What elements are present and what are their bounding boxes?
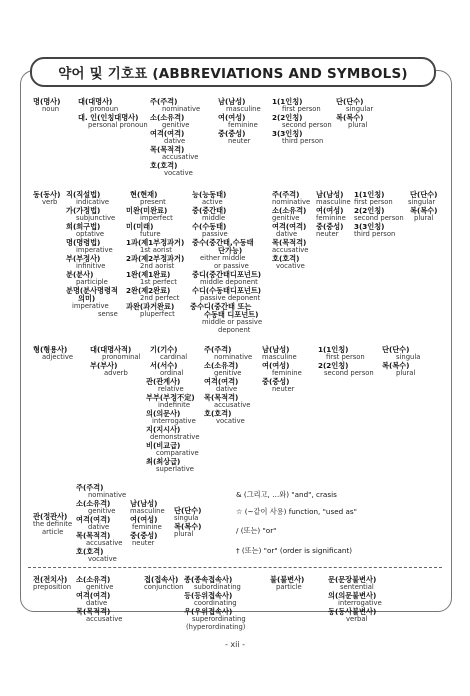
conj-subord-ko: 종(종속접속사) <box>184 575 233 584</box>
adj-label-ko: 형(형용사) <box>33 345 68 354</box>
verb-voice-mpdep-ko: 중수디(중간태 또는 <box>190 302 252 311</box>
page-number: - xii - <box>224 640 246 649</box>
verb-tense-impf-ko: 미완(미완료) <box>126 206 168 215</box>
adj-demonstrative-ko: 지(지시사) <box>146 425 181 434</box>
verb-mood-ptc-ko: 분(분사) <box>66 270 94 279</box>
verb-case-nom-ko: 주(주격) <box>272 190 300 199</box>
adj-cardinal-ko: 기(기수) <box>150 345 178 354</box>
verb-tense-pres-ko: 현(현재) <box>130 190 158 199</box>
verb-tense-1pf-en: 1st perfect <box>140 278 177 286</box>
noun-number-sg-en: singular <box>346 105 374 113</box>
verb-person-2-ko: 2(2인칭) <box>354 206 385 215</box>
verb-mood-ptc-en: participle <box>76 278 108 286</box>
prep-label-ko: 전(전치사) <box>33 575 68 584</box>
verb-tense-2pf-en: 2nd perfect <box>140 294 180 302</box>
verb-voice-mpdep-en: middle or passive <box>202 318 263 326</box>
verb-mood-ptcimp-ko: 분명(분사명령적 <box>66 286 118 295</box>
adj-demonstrative-en: demonstrative <box>150 433 200 441</box>
adj-indefinite-ko: 부부(부정不定) <box>146 393 195 402</box>
verb-tense-2aor-ko: 2과(제2부정과거) <box>126 254 185 263</box>
adj-case-voc-en: vocative <box>216 417 245 425</box>
conj-label-en: conjunction <box>144 583 184 591</box>
verb-case-dat-ko: 여격(여격) <box>272 222 307 231</box>
noun-person-2-ko: 2(2인칭) <box>272 113 303 122</box>
verb-person-1-en: first person <box>354 198 393 206</box>
noun-case-dat-ko: 여격(여격) <box>150 129 185 138</box>
particle-verbal-ko: 동(동사불변사) <box>328 607 377 616</box>
adj-comparative-ko: 비(비교급) <box>146 441 181 450</box>
adj-person-1-ko: 1(1인칭) <box>318 345 349 354</box>
verb-gender-n-en: neuter <box>316 230 339 238</box>
verb-case-acc-en: accusative <box>272 246 309 254</box>
verb-tense-pres-en: present <box>140 198 166 206</box>
noun-gender-n-en: neuter <box>228 137 251 145</box>
verb-voice-act-en: active <box>202 198 223 206</box>
conj-superord-en: superordinating <box>192 615 246 623</box>
verb-case-gen-en: genitive <box>272 214 300 222</box>
verb-mood-imp-en: imperative <box>76 246 113 254</box>
adj-number-pl-en: plural <box>396 369 416 377</box>
noun-number-sg-ko: 단(단수) <box>336 97 364 106</box>
article-case-dat-ko: 여격(여격) <box>76 515 111 524</box>
verb-voice-passdep-ko: 수디(수동태디포넌트) <box>192 286 262 295</box>
noun-case-gen-en: genitive <box>162 121 190 129</box>
prep-case-gen-en: genitive <box>86 583 114 591</box>
adj-interrogative-ko: 의(의문사) <box>146 409 181 418</box>
noun-pronoun-en: pronoun <box>90 105 119 113</box>
conj-superord-ko: 우(우위접속사) <box>184 607 233 616</box>
noun-gender-n-ko: 중(중성) <box>218 129 246 138</box>
conj-label-ko: 접(접속사) <box>144 575 179 584</box>
verb-tense-1aor-ko: 1과(제1부정과거) <box>126 238 185 247</box>
article-number-pl-en: plural <box>174 530 194 538</box>
verb-voice-passdep-en: passive deponent <box>200 294 261 302</box>
adj-gender-n-ko: 중(중성) <box>262 377 290 386</box>
verb-mood-opt-ko: 희(희구법) <box>66 222 101 231</box>
noun-case-acc-en: accusative <box>162 153 199 161</box>
verb-tense-plpf-ko: 과완(과거완료) <box>126 302 175 311</box>
noun-pronoun-ko: 대(대명사) <box>78 97 113 106</box>
verb-voice-mid-en: middle <box>202 214 226 222</box>
verb-number-sg-ko: 단(단수) <box>410 190 438 199</box>
article-case-voc-ko: 호(호격) <box>76 547 104 556</box>
verb-tense-fut-en: future <box>140 230 161 238</box>
adj-interrogative-en: interrogative <box>152 417 196 425</box>
adj-relative-en: relative <box>158 385 184 393</box>
article-number-pl-ko: 복(복수) <box>174 522 202 531</box>
noun-person-1-en: first person <box>282 105 321 113</box>
article-label-ko: 관(정관사) <box>33 512 68 521</box>
verb-mood-inf-ko: 부(부정사) <box>66 254 101 263</box>
article-gender-n-ko: 중(중성) <box>130 531 158 540</box>
conj-hyperord-en: (hyperordinating) <box>186 623 246 631</box>
article-gender-m-en: masculine <box>130 507 165 515</box>
particle-label-ko: 불(불변사) <box>270 575 305 584</box>
adj-case-nom-ko: 주(주격) <box>204 345 232 354</box>
symbol-dagger-note: † (또는) "or" (order is significant) <box>236 546 353 555</box>
verb-voice-mpdep-ko2: 수동태 디포넌트) <box>204 310 259 319</box>
article-case-nom-en: nominative <box>88 491 127 499</box>
article-gender-f-ko: 여(여성) <box>130 515 158 524</box>
adj-number-sg-en: singula <box>396 353 421 361</box>
noun-person-2-en: second person <box>282 121 332 129</box>
verb-gender-n-ko: 중(중성) <box>316 222 344 231</box>
verb-voice-act-ko: 능(능동태) <box>192 190 227 199</box>
article-case-gen-ko: 소(소유격) <box>76 499 111 508</box>
verb-tense-fut-ko: 미(미래) <box>126 222 154 231</box>
verb-label-ko: 동(동사) <box>33 190 61 199</box>
verb-case-dat-en: dative <box>276 230 298 238</box>
verb-mood-ptcimp-en: imperative <box>72 302 109 310</box>
verb-mood-ind-ko: 직(직설법) <box>66 190 101 199</box>
adj-case-nom-en: nominative <box>214 353 253 361</box>
verb-mood-ptcimp-en2: sense <box>98 310 118 318</box>
prep-case-dat-en: dative <box>86 599 108 607</box>
noun-case-nom-en: nominative <box>162 105 201 113</box>
verb-voice-pass-en: passive <box>202 230 228 238</box>
verb-mood-ptcimp-ko2: 의미) <box>78 294 96 303</box>
adj-case-gen-ko: 소(소유격) <box>204 361 239 370</box>
noun-gender-f-en: feminine <box>228 121 258 129</box>
particle-sentential-en: sentential <box>340 583 374 591</box>
verb-gender-m-en: masculine <box>316 198 351 206</box>
verb-gender-m-ko: 남(남성) <box>316 190 344 199</box>
adj-case-dat-en: dative <box>216 385 238 393</box>
adj-number-sg-ko: 단(단수) <box>382 345 410 354</box>
verb-tense-plpf-en: pluperfect <box>140 310 175 318</box>
verb-voice-mid-ko: 중(중간태) <box>192 206 227 215</box>
article-case-voc-en: vocative <box>88 555 117 563</box>
prep-label-en: preposition <box>33 583 72 591</box>
conj-coord-ko: 등(등위접속사) <box>184 591 233 600</box>
noun-case-dat-en: dative <box>164 137 186 145</box>
adj-adverb-en: adverb <box>104 369 128 377</box>
adj-relative-ko: 관(관계사) <box>146 377 181 386</box>
particle-sentential-ko: 문(문장불변사) <box>328 575 377 584</box>
verb-number-sg-en: singular <box>408 198 436 206</box>
verb-person-3-en: third person <box>354 230 396 238</box>
symbol-star-note: ☆ (~같이 사용) function, "used as" <box>236 507 357 516</box>
verb-tense-1pf-ko: 1완(제1완료) <box>126 270 171 279</box>
adj-gender-m-ko: 남(남성) <box>262 345 290 354</box>
conj-coord-en: coordinating <box>194 599 237 607</box>
adj-case-gen-en: genitive <box>214 369 242 377</box>
noun-label-ko: 명(명사) <box>33 97 61 106</box>
verb-case-voc-ko: 호(호격) <box>272 254 300 263</box>
adj-case-acc-ko: 목(목적격) <box>204 393 239 402</box>
adj-comparative-en: comparative <box>156 449 199 457</box>
verb-label-en: verb <box>42 198 58 206</box>
verb-case-voc-en: vocative <box>276 262 305 270</box>
noun-person-1-ko: 1(1인칭) <box>272 97 303 106</box>
noun-personal-pronoun-ko: 대. 인(인칭대명사) <box>78 113 139 122</box>
adj-case-dat-ko: 여격(여격) <box>204 377 239 386</box>
verb-person-3-ko: 3(3인칭) <box>354 222 385 231</box>
verb-mood-opt-en: optative <box>76 230 105 238</box>
symbol-slash-note: / (또는) "or" <box>236 526 277 535</box>
adj-pronominal-ko: 대(대명사적) <box>90 345 132 354</box>
particle-label-en: particle <box>276 583 302 591</box>
noun-gender-m-en: masculine <box>226 105 261 113</box>
noun-case-gen-ko: 소(소유격) <box>150 113 185 122</box>
adj-gender-n-en: neuter <box>272 385 295 393</box>
verb-voice-midpass-ko2: 단가능) <box>218 246 243 255</box>
prep-case-gen-ko: 소(소유격) <box>76 575 111 584</box>
adj-indefinite-en: indefinite <box>158 401 191 409</box>
noun-case-voc-en: vocative <box>164 169 193 177</box>
noun-case-acc-ko: 목(목적격) <box>150 145 185 154</box>
verb-voice-midpass-en: either middle <box>200 254 246 262</box>
verb-voice-middep-en: middle deponent <box>200 278 258 286</box>
noun-number-pl-ko: 복(복수) <box>336 113 364 122</box>
verb-case-acc-ko: 목(목적격) <box>272 238 307 247</box>
adj-case-voc-ko: 호(호격) <box>204 409 232 418</box>
adj-ordinal-ko: 서(서수) <box>150 361 178 370</box>
adj-gender-f-ko: 여(여성) <box>262 361 290 370</box>
article-case-acc-ko: 목(목적격) <box>76 531 111 540</box>
noun-gender-m-ko: 남(남성) <box>218 97 246 106</box>
particle-interrogative-ko: 의(의문불변사) <box>328 591 377 600</box>
adj-person-2-en: second person <box>324 369 374 377</box>
verb-person-2-en: second person <box>354 214 404 222</box>
verb-gender-f-ko: 여(여성) <box>316 206 344 215</box>
prep-case-acc-en: accusative <box>86 615 123 623</box>
adj-superlative-en: superlative <box>156 465 194 473</box>
noun-case-voc-ko: 호(호격) <box>150 161 178 170</box>
prep-case-acc-ko: 목(목적격) <box>76 607 111 616</box>
verb-tense-1aor-en: 1st aorist <box>140 246 172 254</box>
verb-voice-pass-ko: 수(수동태) <box>192 222 227 231</box>
particle-interrogative-en: interrogative <box>338 599 382 607</box>
noun-personal-pronoun-en: personal pronoun <box>88 121 148 129</box>
adj-superlative-ko: 최(최상급) <box>146 457 181 466</box>
article-case-nom-ko: 주(주격) <box>76 483 104 492</box>
adj-pronominal-en: pronominal <box>102 353 141 361</box>
verb-mood-subj-ko: 가(가정법) <box>66 206 101 215</box>
article-gender-n-en: neuter <box>132 539 155 547</box>
noun-person-3-ko: 3(3인칭) <box>272 129 303 138</box>
article-label-en2: article <box>42 528 64 536</box>
verb-number-pl-en: plural <box>414 214 434 222</box>
verb-voice-mpdep-en2: deponent <box>218 326 251 334</box>
verb-voice-middep-ko: 중디(중간태디포넌트) <box>192 270 262 279</box>
adj-gender-m-en: masculine <box>262 353 297 361</box>
article-gender-m-ko: 남(남성) <box>130 499 158 508</box>
verb-case-nom-en: nominative <box>272 198 311 206</box>
article-case-gen-en: genitive <box>88 507 116 515</box>
symbol-ampersand-note: & (그리고, …와) "and", crasis <box>236 490 337 499</box>
noun-number-pl-en: plural <box>348 121 368 129</box>
article-case-acc-en: accusative <box>86 539 123 547</box>
section-divider <box>28 567 442 568</box>
verb-tense-2pf-ko: 2완(제2완료) <box>126 286 171 295</box>
adj-ordinal-en: ordinal <box>160 369 184 377</box>
adj-cardinal-en: cardinal <box>160 353 188 361</box>
article-number-sg-en: singula <box>174 514 199 522</box>
adj-adverb-ko: 부(부사) <box>90 361 118 370</box>
adj-label-en: adjective <box>42 353 74 361</box>
adj-person-1-en: first person <box>326 353 365 361</box>
noun-label-en: noun <box>42 105 60 113</box>
noun-person-3-en: third person <box>282 137 324 145</box>
adj-number-pl-ko: 복(복수) <box>382 361 410 370</box>
verb-mood-imp-ko: 명(명령법) <box>66 238 101 247</box>
prep-case-dat-ko: 여격(여격) <box>76 591 111 600</box>
verb-voice-midpass-en2: or passive <box>214 262 249 270</box>
article-case-dat-en: dative <box>88 523 110 531</box>
verb-gender-f-en: feminine <box>316 214 346 222</box>
conj-subord-en: subordinating <box>194 583 241 591</box>
verb-mood-inf-en: infinitive <box>76 262 106 270</box>
verb-case-gen-ko: 소(소유격) <box>272 206 307 215</box>
verb-mood-ind-en: indicative <box>76 198 110 206</box>
adj-case-acc-en: accusative <box>214 401 251 409</box>
verb-voice-midpass-ko: 중수(중간태,수동태 <box>192 238 254 247</box>
verb-number-pl-ko: 복(복수) <box>410 206 438 215</box>
title-banner <box>30 57 436 87</box>
noun-case-nom-ko: 주(주격) <box>150 97 178 106</box>
article-number-sg-ko: 단(단수) <box>174 506 202 515</box>
verb-tense-impf-en: imperfect <box>140 214 173 222</box>
adj-gender-f-en: feminine <box>272 369 302 377</box>
verb-person-1-ko: 1(1인칭) <box>354 190 385 199</box>
verb-tense-2aor-en: 2nd aorist <box>140 262 175 270</box>
adj-person-2-ko: 2(2인칭) <box>318 361 349 370</box>
article-label-en: the definite <box>33 520 73 528</box>
article-gender-f-en: feminine <box>132 523 162 531</box>
verb-mood-subj-en: subjunctive <box>76 214 116 222</box>
page-title: 약어 및 기호표 (ABBREVIATIONS AND SYMBOLS) <box>58 66 408 82</box>
particle-verbal-en: verbal <box>346 615 368 623</box>
noun-gender-f-ko: 여(여성) <box>218 113 246 122</box>
